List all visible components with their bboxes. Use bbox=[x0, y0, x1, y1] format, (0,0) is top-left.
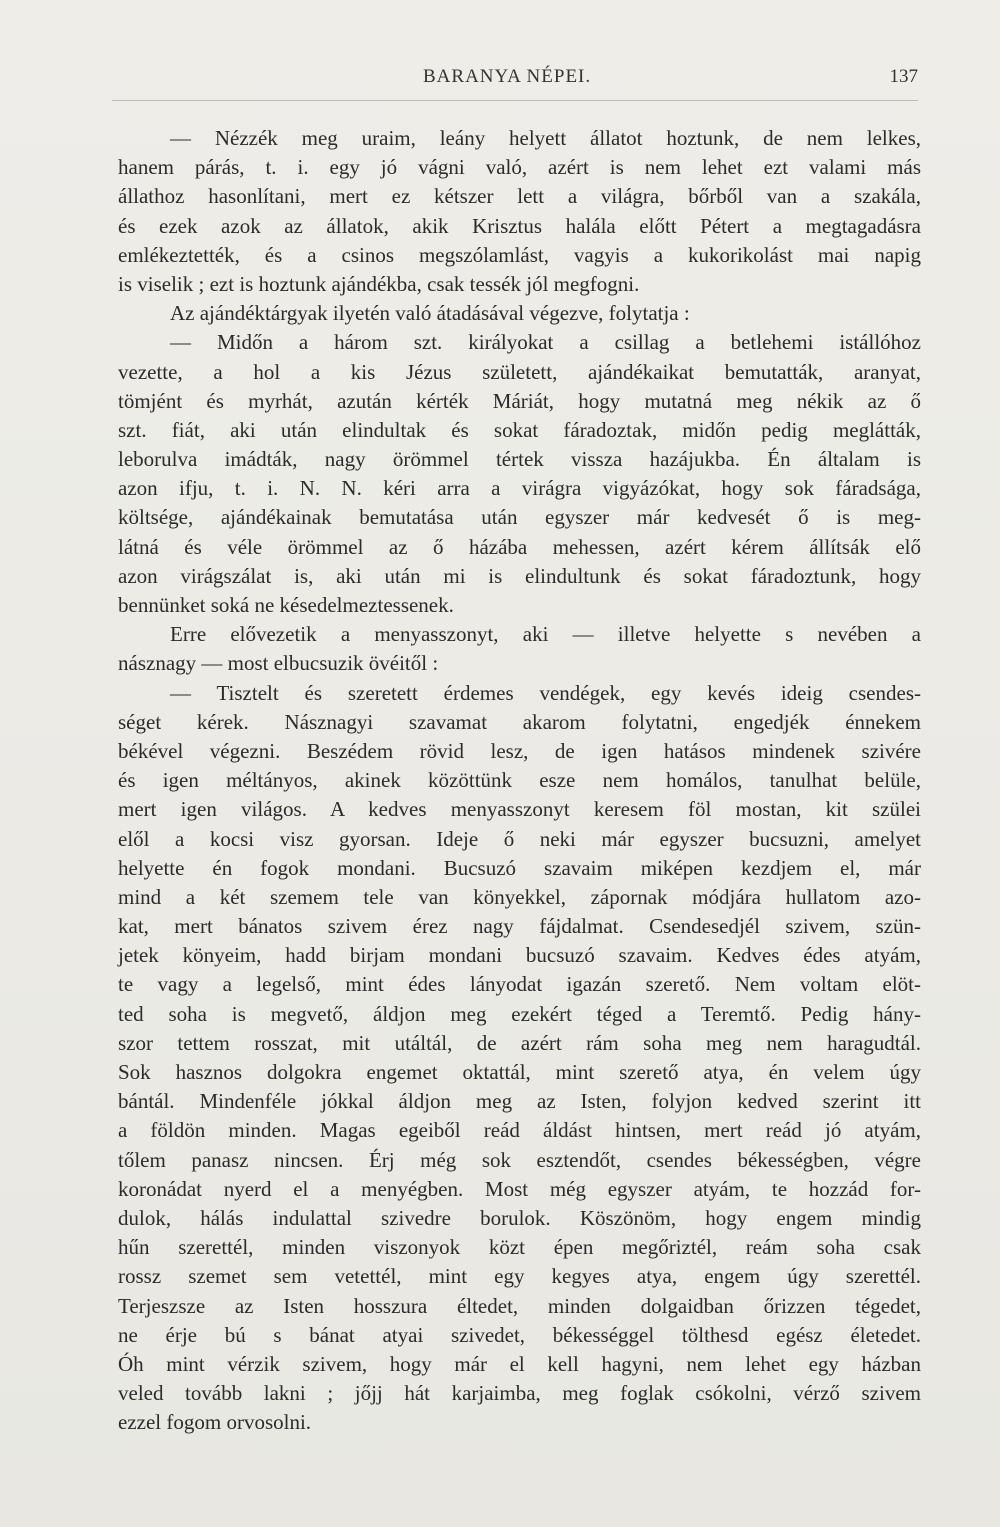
text-line: Terjeszsze az Isten hosszura éltedet, minden dolgaidban őrizzen tégedet, bbox=[118, 1293, 921, 1318]
text-line: is viselik ; ezt is hoztunk ajándékba, csak tessék jól megfogni. bbox=[118, 271, 640, 296]
text-line: elől a kocsi visz gyorsan. Ideje ő neki már egyszer bucsuzni, amelyet bbox=[118, 826, 921, 851]
text-line: szor tettem rosszat, mit utáltál, de azért rám soha meg nem haragudtál. bbox=[118, 1030, 921, 1055]
text-line: dulok, hálás indulattal szivedre borulok. Köszönöm, hogy engem mindig bbox=[118, 1205, 921, 1230]
text-line: költsége, ajándékainak bemutatása után egyszer már kedvesét ő is meg- bbox=[118, 505, 921, 530]
text-line: látná és véle örömmel az ő házába mehessen, azért kérem állítsák elő bbox=[118, 534, 921, 559]
text-line: kat, mert bánatos szivem érez nagy fájdalmat. Csendesedjél szivem, szün- bbox=[118, 914, 921, 939]
text-line: veled tovább lakni ; jőjj hát karjaimba, meg foglak csókolni, vérző szivem bbox=[118, 1381, 921, 1406]
body-text bbox=[118, 124, 921, 1437]
text-line: és igen méltányos, akinek közöttünk esze nem homálos, tanulhat belüle, bbox=[118, 768, 921, 793]
text-line: és ezek azok az állatok, akik Krisztus halála előtt Pétert a megtagadásra bbox=[118, 213, 921, 238]
text-line: bennünket soká ne késedelmeztessenek. bbox=[118, 593, 454, 617]
text-line: Sok hasznos dolgokra engemet oktattál, mint szerető atya, én velem úgy bbox=[118, 1060, 921, 1084]
text-line: násznagy — most elbucsuzik övéitől : bbox=[118, 651, 439, 676]
text-line: azon virágszálat is, aki után mi is elindultunk és sokat fáradoztunk, hogy bbox=[118, 563, 921, 588]
text-line: tőlem panasz nincsen. Érj még sok esztendőt, csendes békességben, végre bbox=[118, 1147, 921, 1172]
text-line: ne érje bú s bánat atyai szivedet, békességgel tölthesd egész életedet. bbox=[118, 1322, 921, 1347]
text-line: emlékeztették, és a csinos megszólamlást, vagyis a kukorikolást mai napig bbox=[118, 242, 921, 267]
text-line: helyette én fogok mondani. Bucsuzó szavaim miképen kezdjem el, már bbox=[118, 855, 921, 880]
text-line: mert igen világos. A kedves menyasszonyt keresem föl mostan, kit szülei bbox=[118, 797, 921, 822]
text-line: békével végezni. Beszédem rövid lesz, de igen hatásos mindenek szivére bbox=[118, 738, 921, 763]
text-line: jetek könyeim, hadd birjam mondani bucsuzó szavaim. Kedves édes atyám, bbox=[118, 943, 921, 968]
text-line: — Tisztelt és szeretett érdemes vendégek, egy kevés ideig csendes- bbox=[170, 680, 921, 705]
text-line: — Midőn a három szt. királyokat a csillag a betlehemi istállóhoz bbox=[170, 330, 921, 355]
text-line: vezette, a hol a kis Jézus született, ajándékaikat bemutatták, aranyat, bbox=[118, 359, 921, 384]
text-line: bántál. Mindenféle jókkal áldjon meg az Isten, folyjon kedved szerint itt bbox=[118, 1089, 921, 1114]
text-line: — Nézzék meg uraim, leány helyett állatot hoztunk, de nem lelkes, bbox=[170, 126, 921, 150]
text-line: Óh mint vérzik szivem, hogy már el kell hagyni, nem lehet egy házban bbox=[118, 1351, 921, 1376]
text-line: a földön minden. Magas egeiből reád áldást hintsen, mert reád jó atyám, bbox=[118, 1118, 921, 1143]
text-line: ezzel fogom orvosolni. bbox=[118, 1410, 312, 1435]
text-line: tömjént és myrhát, azután kérték Máriát, hogy mutatná meg nékik az ő bbox=[118, 388, 921, 413]
text-line: hanem párás, t. i. egy jó vágni való, azért is nem lehet ezt valami más bbox=[118, 155, 921, 180]
text-line: rossz szemet sem vetettél, mint egy kegyes atya, engem úgy szerettél. bbox=[118, 1264, 921, 1289]
text-line: leborulva imádták, nagy örömmel tértek vissza hazájukba. Én általam is bbox=[118, 447, 921, 472]
text-line: hűn szerettél, minden viszonyok közt épen megőriztél, reám soha csak bbox=[118, 1235, 921, 1260]
text-line: mind a két szemem tele van könyekkel, zápornak módjára hullatom azo- bbox=[118, 884, 921, 909]
text-line: szt. fiát, aki után elindultak és sokat fáradoztak, midőn pedig meglátták, bbox=[118, 417, 921, 442]
running-head bbox=[118, 66, 918, 94]
header-rule bbox=[112, 100, 918, 101]
running-title: BARANYA NÉPEI. bbox=[423, 66, 592, 87]
text-line: séget kérek. Násznagyi szavamat akarom folytatni, engedjék énnekem bbox=[118, 709, 921, 734]
text-line: te vagy a legelső, mint édes lányodat igazán szerető. Nem voltam elöt- bbox=[118, 972, 921, 997]
text-line: koronádat nyerd el a menyégben. Most még egyszer atyám, te hozzád for- bbox=[118, 1176, 921, 1201]
text-line: állathoz hasonlítani, mert ez kétszer lett a világra, bőrből van a szakála, bbox=[118, 184, 921, 209]
text-line: azon ifju, t. i. N. N. kéri arra a virágra vigyázókat, hogy sok fáradsága, bbox=[118, 476, 921, 501]
text-line: Az ajándéktárgyak ilyetén való átadásával végezve, folytatja : bbox=[170, 301, 690, 326]
text-line: ted soha is megvető, áldjon meg ezekért téged a Teremtő. Pedig hány- bbox=[118, 1001, 921, 1026]
page-number: 137 bbox=[889, 66, 918, 87]
text-line: Erre elővezetik a menyasszonyt, aki — illetve helyette s nevében a bbox=[170, 622, 921, 647]
